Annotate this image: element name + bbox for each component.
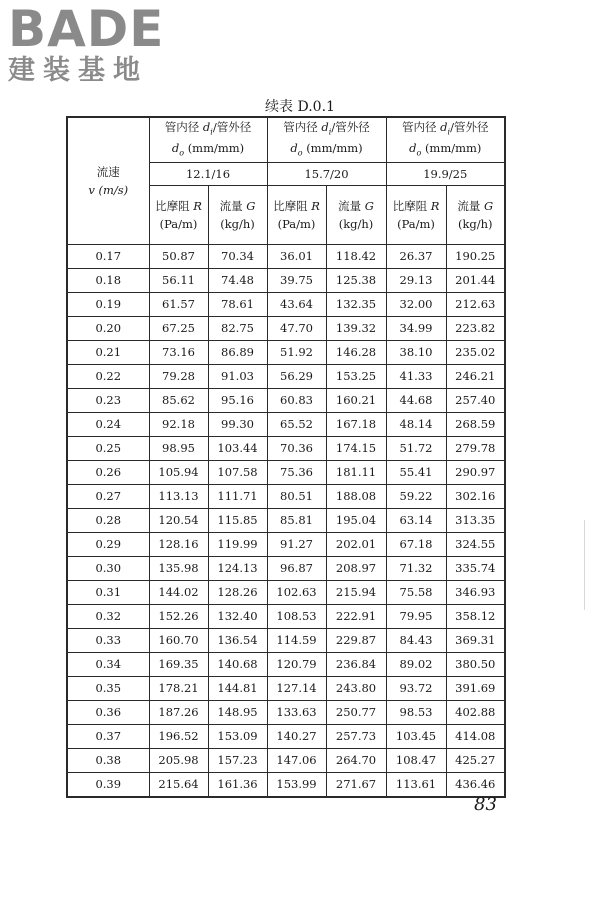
value-cell: 436.46 — [446, 773, 505, 798]
value-cell: 70.36 — [267, 437, 326, 461]
value-cell: 324.55 — [446, 533, 505, 557]
value-cell: 113.13 — [149, 485, 208, 509]
value-cell: 268.59 — [446, 413, 505, 437]
value-cell: 91.27 — [267, 533, 326, 557]
table-row — [67, 557, 505, 581]
velocity-cell: 0.19 — [67, 293, 149, 317]
table-row — [67, 269, 505, 293]
velocity-cell: 0.24 — [67, 413, 149, 437]
value-cell: 60.83 — [267, 389, 326, 413]
flow-symbol: G — [483, 199, 494, 213]
value-cell: 391.69 — [446, 677, 505, 701]
value-cell: 402.88 — [446, 701, 505, 725]
value-cell: 67.25 — [149, 317, 208, 341]
value-cell: 50.87 — [149, 245, 208, 269]
velocity-cell: 0.18 — [67, 269, 149, 293]
value-cell: 271.67 — [326, 773, 386, 798]
value-cell: 178.21 — [149, 677, 208, 701]
table-row — [67, 509, 505, 533]
flow-unit: (kg/h) — [338, 217, 374, 231]
value-cell: 56.29 — [267, 365, 326, 389]
group-unit: (mm/mm) — [306, 141, 363, 155]
value-cell: 128.16 — [149, 533, 208, 557]
table-row — [67, 317, 505, 341]
value-cell: 48.14 — [386, 413, 446, 437]
value-cell: 132.40 — [208, 605, 267, 629]
bade-logo — [8, 0, 178, 90]
flow-label: 流量 — [219, 199, 243, 213]
value-cell: 108.47 — [386, 749, 446, 773]
value-cell: 78.61 — [208, 293, 267, 317]
value-cell: 205.98 — [149, 749, 208, 773]
value-cell: 181.11 — [326, 461, 386, 485]
value-cell: 59.22 — [386, 485, 446, 509]
value-cell: 169.35 — [149, 653, 208, 677]
data-table — [66, 116, 506, 798]
value-cell: 425.27 — [446, 749, 505, 773]
value-cell: 98.95 — [149, 437, 208, 461]
value-cell: 136.54 — [208, 629, 267, 653]
value-cell: 93.72 — [386, 677, 446, 701]
page-number: 83 — [474, 794, 497, 815]
value-cell: 358.12 — [446, 605, 505, 629]
velocity-cell: 0.31 — [67, 581, 149, 605]
velocity-cell: 0.17 — [67, 245, 149, 269]
value-cell: 55.41 — [386, 461, 446, 485]
value-cell: 257.73 — [326, 725, 386, 749]
value-cell: 196.52 — [149, 725, 208, 749]
value-cell: 201.44 — [446, 269, 505, 293]
value-cell: 127.14 — [267, 677, 326, 701]
value-cell: 70.34 — [208, 245, 267, 269]
table-row — [67, 701, 505, 725]
group-header-1 — [149, 117, 267, 163]
table-row — [67, 365, 505, 389]
velocity-cell: 0.35 — [67, 677, 149, 701]
value-cell: 73.16 — [149, 341, 208, 365]
value-cell: 144.81 — [208, 677, 267, 701]
value-cell: 335.74 — [446, 557, 505, 581]
value-cell: 174.15 — [326, 437, 386, 461]
group-prefix: 管内径 — [283, 119, 318, 134]
velocity-cell: 0.22 — [67, 365, 149, 389]
value-cell: 346.93 — [446, 581, 505, 605]
value-cell: 152.26 — [149, 605, 208, 629]
scan-mark — [584, 520, 585, 610]
value-cell: 414.08 — [446, 725, 505, 749]
velocity-cell: 0.26 — [67, 461, 149, 485]
table-row — [67, 389, 505, 413]
value-cell: 148.95 — [208, 701, 267, 725]
resistance-unit: (Pa/m) — [397, 217, 435, 231]
value-cell: 84.43 — [386, 629, 446, 653]
value-cell: 302.16 — [446, 485, 505, 509]
velocity-cell: 0.39 — [67, 773, 149, 798]
value-cell: 135.98 — [149, 557, 208, 581]
value-cell: 160.21 — [326, 389, 386, 413]
value-cell: 98.53 — [386, 701, 446, 725]
group-unit: (mm/mm) — [424, 141, 482, 155]
value-cell: 222.91 — [326, 605, 386, 629]
velocity-cell: 0.36 — [67, 701, 149, 725]
table-row — [67, 437, 505, 461]
value-cell: 85.81 — [267, 509, 326, 533]
table-row — [67, 461, 505, 485]
value-cell: 208.97 — [326, 557, 386, 581]
group-mid: /管外径 — [331, 119, 370, 134]
resistance-header — [386, 186, 446, 245]
value-cell: 125.38 — [326, 269, 386, 293]
velocity-cell: 0.38 — [67, 749, 149, 773]
table-row — [67, 677, 505, 701]
velocity-cell: 0.30 — [67, 557, 149, 581]
velocity-unit: v (m/s) — [88, 183, 129, 197]
value-cell: 111.71 — [208, 485, 267, 509]
table-row — [67, 605, 505, 629]
value-cell: 67.18 — [386, 533, 446, 557]
value-cell: 369.31 — [446, 629, 505, 653]
value-cell: 212.63 — [446, 293, 505, 317]
flow-symbol: G — [246, 199, 256, 213]
value-cell: 91.03 — [208, 365, 267, 389]
value-cell: 250.77 — [326, 701, 386, 725]
pipe-size-2: 15.7/20 — [267, 163, 386, 186]
value-cell: 140.27 — [267, 725, 326, 749]
group-header-2 — [267, 117, 386, 163]
value-cell: 75.36 — [267, 461, 326, 485]
velocity-cell: 0.23 — [67, 389, 149, 413]
di-symbol: $d_i$ — [202, 119, 213, 136]
value-cell: 43.64 — [267, 293, 326, 317]
do-symbol: $d_o$ — [171, 141, 185, 158]
velocity-cell: 0.37 — [67, 725, 149, 749]
table-row — [67, 653, 505, 677]
value-cell: 188.08 — [326, 485, 386, 509]
value-cell: 85.62 — [149, 389, 208, 413]
value-cell: 153.09 — [208, 725, 267, 749]
velocity-label: 流速 — [96, 165, 120, 179]
logo-chinese-text: 建装基地 — [8, 55, 148, 86]
resistance-symbol: R — [430, 199, 440, 213]
table-row — [67, 581, 505, 605]
resistance-symbol: R — [193, 199, 202, 213]
value-cell: 47.70 — [267, 317, 326, 341]
flow-header — [446, 186, 505, 245]
value-cell: 92.18 — [149, 413, 208, 437]
value-cell: 32.00 — [386, 293, 446, 317]
value-cell: 120.54 — [149, 509, 208, 533]
value-cell: 202.01 — [326, 533, 386, 557]
velocity-cell: 0.32 — [67, 605, 149, 629]
value-cell: 114.59 — [267, 629, 326, 653]
value-cell: 71.32 — [386, 557, 446, 581]
value-cell: 140.68 — [208, 653, 267, 677]
value-cell: 153.99 — [267, 773, 326, 798]
table-row — [67, 293, 505, 317]
table-row — [67, 629, 505, 653]
table-row — [67, 485, 505, 509]
value-cell: 243.80 — [326, 677, 386, 701]
flow-header — [208, 186, 267, 245]
value-cell: 290.97 — [446, 461, 505, 485]
logo-latin-text: BADE — [8, 0, 165, 58]
value-cell: 187.26 — [149, 701, 208, 725]
value-cell: 74.48 — [208, 269, 267, 293]
value-cell: 160.70 — [149, 629, 208, 653]
value-cell: 39.75 — [267, 269, 326, 293]
value-cell: 107.58 — [208, 461, 267, 485]
value-cell: 124.13 — [208, 557, 267, 581]
value-cell: 133.63 — [267, 701, 326, 725]
value-cell: 223.82 — [446, 317, 505, 341]
table-row — [67, 773, 505, 798]
value-cell: 236.84 — [326, 653, 386, 677]
table-row — [67, 413, 505, 437]
value-cell: 118.42 — [326, 245, 386, 269]
value-cell: 115.85 — [208, 509, 267, 533]
value-cell: 38.10 — [386, 341, 446, 365]
value-cell: 61.57 — [149, 293, 208, 317]
resistance-unit: (Pa/m) — [277, 217, 316, 231]
value-cell: 34.99 — [386, 317, 446, 341]
value-cell: 41.33 — [386, 365, 446, 389]
value-cell: 103.45 — [386, 725, 446, 749]
value-cell: 167.18 — [326, 413, 386, 437]
resistance-label: 比摩阻 — [155, 199, 190, 213]
group-mid: /管外径 — [212, 119, 252, 134]
flow-unit: (kg/h) — [220, 217, 255, 231]
value-cell: 264.70 — [326, 749, 386, 773]
table-row — [67, 749, 505, 773]
flow-unit: (kg/h) — [457, 217, 493, 231]
value-cell: 99.30 — [208, 413, 267, 437]
value-cell: 29.13 — [386, 269, 446, 293]
group-mid: /管外径 — [450, 119, 489, 134]
group-prefix: 管内径 — [164, 119, 200, 134]
resistance-label: 比摩阻 — [392, 199, 428, 213]
value-cell: 96.87 — [267, 557, 326, 581]
resistance-label: 比摩阻 — [273, 199, 308, 213]
flow-label: 流量 — [457, 199, 481, 213]
di-symbol: $d_i$ — [440, 119, 451, 136]
value-cell: 80.51 — [267, 485, 326, 509]
resistance-unit: (Pa/m) — [159, 217, 198, 231]
pipe-size-3: 19.9/25 — [386, 163, 505, 186]
value-cell: 36.01 — [267, 245, 326, 269]
velocity-header — [67, 117, 149, 245]
value-cell: 79.28 — [149, 365, 208, 389]
value-cell: 380.50 — [446, 653, 505, 677]
value-cell: 190.25 — [446, 245, 505, 269]
table-row — [67, 245, 505, 269]
group-header-3 — [386, 117, 505, 163]
value-cell: 235.02 — [446, 341, 505, 365]
value-cell: 147.06 — [267, 749, 326, 773]
value-cell: 44.68 — [386, 389, 446, 413]
resistance-header — [267, 186, 326, 245]
value-cell: 26.37 — [386, 245, 446, 269]
velocity-cell: 0.29 — [67, 533, 149, 557]
pipe-size-1: 12.1/16 — [149, 163, 267, 186]
value-cell: 153.25 — [326, 365, 386, 389]
value-cell: 51.72 — [386, 437, 446, 461]
group-prefix: 管内径 — [402, 119, 437, 134]
di-symbol: $d_i$ — [321, 119, 332, 136]
flow-header — [326, 186, 386, 245]
value-cell: 82.75 — [208, 317, 267, 341]
value-cell: 119.99 — [208, 533, 267, 557]
velocity-cell: 0.21 — [67, 341, 149, 365]
value-cell: 146.28 — [326, 341, 386, 365]
resistance-symbol: R — [311, 199, 320, 213]
velocity-cell: 0.27 — [67, 485, 149, 509]
value-cell: 257.40 — [446, 389, 505, 413]
table-row — [67, 533, 505, 557]
velocity-cell: 0.33 — [67, 629, 149, 653]
value-cell: 75.58 — [386, 581, 446, 605]
value-cell: 79.95 — [386, 605, 446, 629]
value-cell: 279.78 — [446, 437, 505, 461]
value-cell: 313.35 — [446, 509, 505, 533]
value-cell: 108.53 — [267, 605, 326, 629]
velocity-cell: 0.20 — [67, 317, 149, 341]
do-symbol: $d_o$ — [290, 141, 303, 158]
table-row — [67, 341, 505, 365]
value-cell: 63.14 — [386, 509, 446, 533]
value-cell: 246.21 — [446, 365, 505, 389]
table-body — [67, 245, 505, 798]
value-cell: 86.89 — [208, 341, 267, 365]
value-cell: 120.79 — [267, 653, 326, 677]
flow-symbol: G — [364, 199, 374, 213]
value-cell: 51.92 — [267, 341, 326, 365]
value-cell: 215.64 — [149, 773, 208, 798]
resistance-header — [149, 186, 208, 245]
value-cell: 128.26 — [208, 581, 267, 605]
value-cell: 102.63 — [267, 581, 326, 605]
value-cell: 195.04 — [326, 509, 386, 533]
value-cell: 132.35 — [326, 293, 386, 317]
value-cell: 105.94 — [149, 461, 208, 485]
value-cell: 89.02 — [386, 653, 446, 677]
do-symbol: $d_o$ — [409, 141, 422, 158]
group-unit: (mm/mm) — [187, 141, 245, 155]
value-cell: 157.23 — [208, 749, 267, 773]
value-cell: 144.02 — [149, 581, 208, 605]
value-cell: 65.52 — [267, 413, 326, 437]
value-cell: 95.16 — [208, 389, 267, 413]
value-cell: 103.44 — [208, 437, 267, 461]
value-cell: 161.36 — [208, 773, 267, 798]
value-cell: 139.32 — [326, 317, 386, 341]
value-cell: 113.61 — [386, 773, 446, 798]
velocity-cell: 0.28 — [67, 509, 149, 533]
table-caption: 续表 D.0.1 — [265, 99, 335, 115]
flow-label: 流量 — [338, 199, 362, 213]
value-cell: 215.94 — [326, 581, 386, 605]
value-cell: 229.87 — [326, 629, 386, 653]
table-row — [67, 725, 505, 749]
velocity-cell: 0.34 — [67, 653, 149, 677]
velocity-cell: 0.25 — [67, 437, 149, 461]
value-cell: 56.11 — [149, 269, 208, 293]
